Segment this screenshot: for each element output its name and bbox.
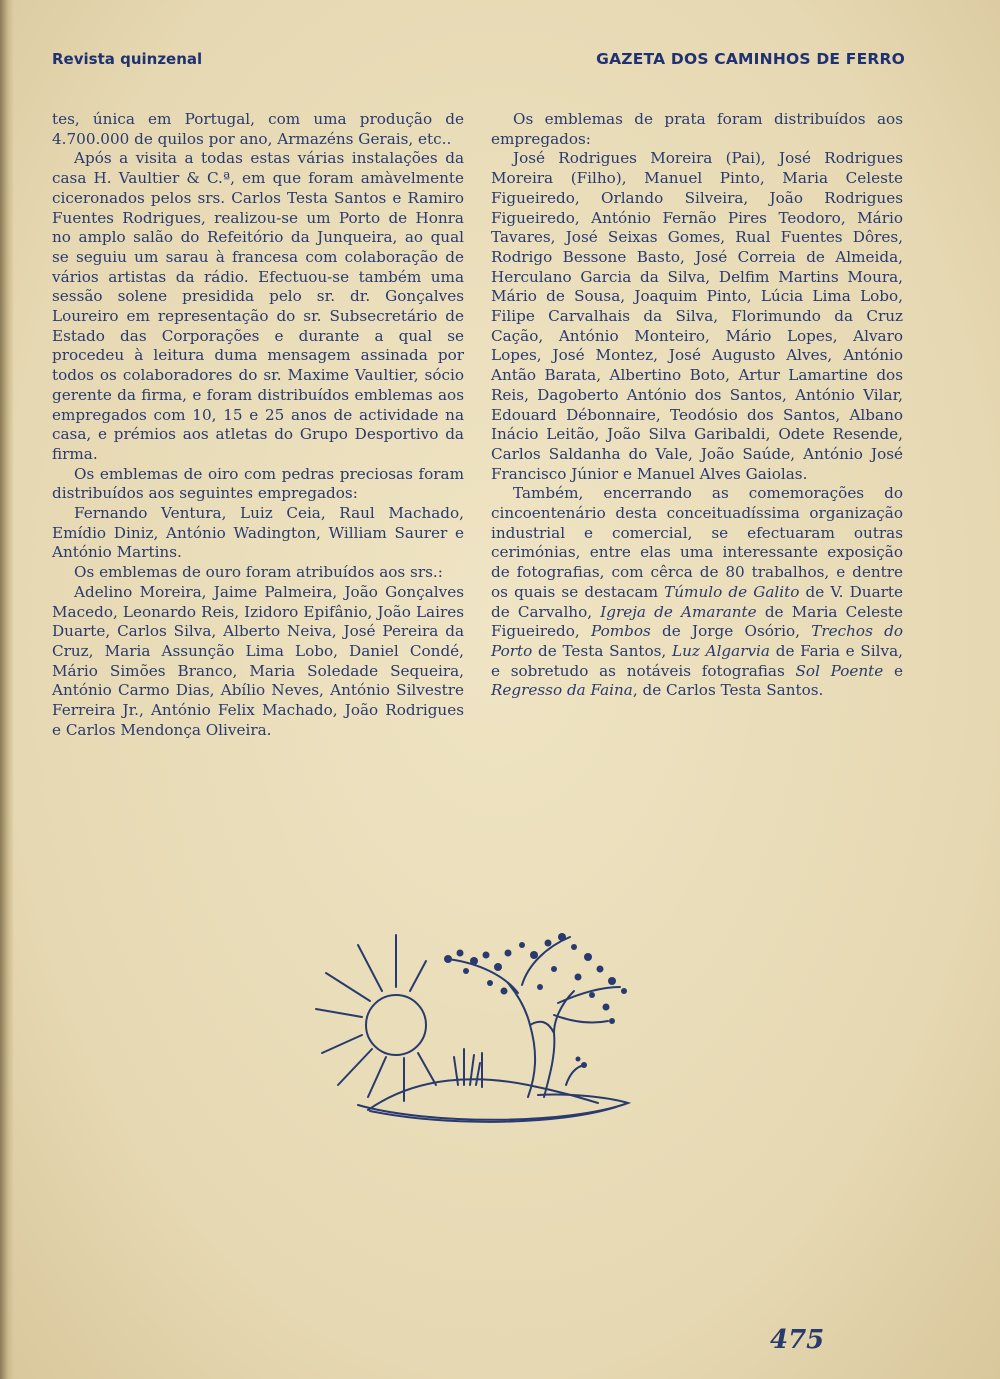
sun-icon	[366, 995, 426, 1055]
right-paragraph-3	[491, 484, 903, 701]
text-run: de V. Duarte de Carvalho,	[491, 582, 903, 621]
text-run: e	[883, 661, 903, 680]
left-paragraph-1: tes, única em Portugal, com uma produção de 4.700.000 de quilos por ano, Armazéns Gerais, etc..	[52, 110, 464, 148]
photo-title: Luz Algarvia	[671, 641, 770, 660]
text-run: , de Carlos Testa Santos.	[632, 681, 824, 700]
running-header-left: Revista quinzenal	[52, 50, 203, 68]
photo-title: Trechos do Porto	[491, 622, 904, 660]
photo-title: Sol Poente	[795, 661, 884, 680]
right-column	[491, 110, 903, 701]
photo-title: Túmulo de Galito	[664, 582, 800, 601]
right-paragraph-1: Os emblemas de prata foram distribuídos aos empregados:	[491, 110, 903, 148]
text-run: de Maria Celeste Figueiredo,	[491, 602, 904, 641]
text-run: Também, encerrando as comemorações do cincoentenário desta conceituadíssima organização industrial e comercial, se efectuaram outras cerimónias, entre elas uma interessante exposição de fotografias, com cêrca de 80 trabalhos, e dentre os quais se destacam	[491, 484, 903, 601]
left-paragraph-5: Os emblemas de ouro foram atribuídos aos srs.:	[74, 563, 443, 582]
left-paragraph-6: Adelino Moreira, Jaime Palmeira, João Gonçalves Macedo, Leonardo Reis, Izidoro Epifânio, João Laires Duarte, Carlos Silva, Alberto Neiva, José Pereira da Cruz, Maria Assunção Lima Lobo, Daniel Condé, Mário Simões Branco, Maria Soledade Sequeira, António Carmo Dias, Abílio Neves, António Silvestre Ferreira Jr., António Felix Machado, João Rodrigues e Carlos Mendonça Oliveira.	[52, 582, 464, 739]
left-paragraph-4: Fernando Ventura, Luiz Ceia, Raul Machado, Emídio Diniz, António Wadington, William Saurer e António Martins.	[52, 504, 464, 562]
page-number: 475	[770, 1325, 825, 1355]
text-run: de Jorge Osório,	[650, 622, 812, 641]
photo-title: Regresso da Faina	[491, 681, 633, 700]
photo-title: Pombos	[590, 622, 651, 641]
left-column	[52, 110, 464, 741]
text-run: de Faria e Silva, e sobretudo as notáveis fotografias	[491, 641, 903, 680]
page-edge-shadow	[0, 0, 14, 1379]
running-header-right: GAZETA DOS CAMINHOS DE FERRO	[596, 50, 905, 68]
sun-and-tree-vignette-icon	[308, 925, 648, 1130]
right-paragraph-2: José Rodrigues Moreira (Pai), José Rodrigues Moreira (Filho), Manuel Pinto, Maria Celeste Figueiredo, Orlando Silveira, João Rodrigues Figueiredo, António Fernão Pires Teodoro, Mário Tavares, José Seixas Gomes, Rual Fuentes Dôres, Rodrigo Bessone Basto, José Correia de Almeida, Herculano Garcia da Silva, Delfim Martins Moura, Mário de Sousa, Joaquim Pinto, Lúcia Lima Lobo, Filipe Carvalhais da Silva, Florimundo da Cruz Cação, António Monteiro, Mário Lopes, Alvaro Lopes, José Montez, José Augusto Alves, António Antão Barata, Albertino Boto, Artur Lamartine dos Reis, Dagoberto António dos Santos, António Vilar, Edouard Débonnaire, Teodósio dos Santos, Albano Inácio Leitão, João Silva Garibaldi, Odete Resende, Carlos Saldanha do Vale, João Saúde, António José Francisco Júnior e Manuel Alves Gaiolas.	[491, 149, 903, 483]
left-paragraph-3: Os emblemas de oiro com pedras preciosas foram distribuídos aos seguintes empregados:	[52, 464, 464, 503]
photo-title: Igreja de Amarante	[600, 602, 757, 621]
left-paragraph-2: Após a visita a todas estas várias instalações da casa H. Vaultier & C.ª, em que foram amàvelmente ciceronados pelos srs. Carlos Testa Santos e Ramiro Fuentes Rodrigues, realizou-se um Porto de Honra no amplo salão do Refeitório da Junqueira, ao qual se seguiu um sarau à francesa com colaboração de vários artistas da rádio. Efectuou-se também uma sessão solene presidida pelo sr. dr. Gonçalves Loureiro em representação do sr. Subsecretário de Estado das Corporações e durante a qual se procedeu à leitura duma mensagem assinada por todos os colaboradores do sr. Maxime Vaultier, sócio gerente da firma, e foram distribuídos emblemas aos empregados com 10, 15 e 25 anos de actividade na casa, e prémios aos atletas do Grupo Desportivo da firma.	[52, 149, 464, 463]
text-run: de Testa Santos,	[532, 641, 672, 660]
